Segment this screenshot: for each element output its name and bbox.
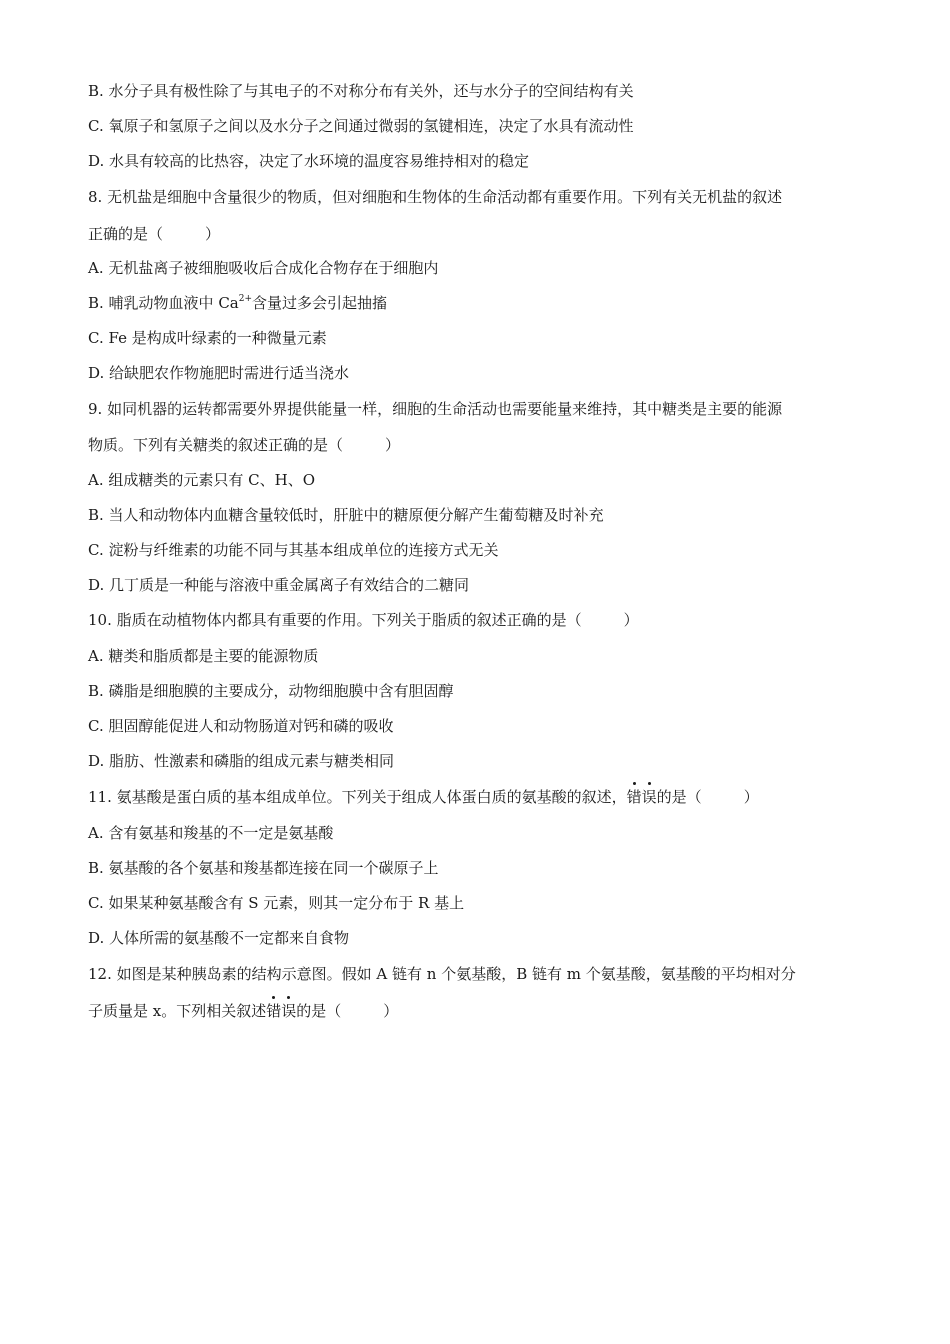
option-8a: A. 无机盐离子被细胞吸收后合成化合物存在于细胞内 xyxy=(88,259,439,277)
option-7b: B. 水分子具有极性除了与其电子的不对称分布有关外，还与水分子的空间结构有关 xyxy=(88,82,634,100)
emphasis-char-text: 误 xyxy=(641,788,657,806)
emphasis-char-text: 错 xyxy=(266,1002,282,1020)
emphasis-dot xyxy=(633,782,636,785)
option-9d: D. 几丁质是一种能与溶液中重金属离子有效结合的二糖同 xyxy=(88,576,470,594)
paren-close: ） xyxy=(385,436,401,454)
emphasis-dot xyxy=(287,996,290,999)
question-8-text: 正确的是（ xyxy=(88,225,164,243)
option-11c: C. 如果某种氨基酸含有 S 元素，则其一定分布于 R 基上 xyxy=(88,894,465,912)
question-9-stem: 9. 如同机器的运转都需要外界提供能量一样，细胞的生命活动也需要能量来维持，其中糖类是主要的能源 xyxy=(88,400,783,418)
question-11-text: 11. 氨基酸是蛋白质的基本组成单位。下列关于组成人体蛋白质的氨基酸的叙述， xyxy=(88,788,627,806)
question-11-stem xyxy=(88,787,759,807)
question-12-text-rest: 的是（ xyxy=(296,1002,342,1020)
question-10-stem xyxy=(88,610,639,630)
option-8b-text-rest: 含量过多会引起抽搐 xyxy=(252,294,388,312)
paren-close: ） xyxy=(743,788,759,806)
paren-close: ） xyxy=(205,225,221,243)
emphasis-char-text: 误 xyxy=(281,1002,297,1020)
emphasis-char xyxy=(627,787,642,807)
option-10c: C. 胆固醇能促进人和动物肠道对钙和磷的吸收 xyxy=(88,717,394,735)
question-12-stem-cont xyxy=(88,1001,398,1021)
option-8b-text: B. 哺乳动物血液中 Ca xyxy=(88,294,239,312)
question-8-stem-cont xyxy=(88,224,220,244)
question-9-stem-cont xyxy=(88,435,400,455)
question-12-text: 子质量是 x。下列相关叙述 xyxy=(88,1002,267,1020)
option-11b: B. 氨基酸的各个氨基和羧基都连接在同一个碳原子上 xyxy=(88,859,439,877)
option-10d: D. 脂肪、性激素和磷脂的组成元素与糖类相同 xyxy=(88,752,395,770)
question-10-text: 10. 脂质在动植物体内都具有重要的作用。下列关于脂质的叙述正确的是（ xyxy=(88,611,582,629)
emphasis-char-text: 错 xyxy=(626,788,642,806)
question-8-stem: 8. 无机盐是细胞中含量很少的物质，但对细胞和生物体的生命活动都有重要作用。下列有关无机盐的叙述 xyxy=(88,188,783,206)
option-11a: A. 含有氨基和羧基的不一定是氨基酸 xyxy=(88,824,334,842)
emphasis-char xyxy=(266,1001,281,1021)
emphasis-dot xyxy=(648,782,651,785)
option-9c: C. 淀粉与纤维素的功能不同与其基本组成单位的连接方式无关 xyxy=(88,541,499,559)
option-8d: D. 给缺肥农作物施肥时需进行适当浇水 xyxy=(88,364,350,382)
emphasis-dot xyxy=(272,996,275,999)
question-11-text-rest: 的是（ xyxy=(656,788,702,806)
superscript: 2+ xyxy=(238,294,253,304)
paren-close: ） xyxy=(383,1002,399,1020)
option-7c: C. 氧原子和氢原子之间以及水分子之间通过微弱的氢键相连，决定了水具有流动性 xyxy=(88,117,634,135)
emphasis-char xyxy=(642,787,657,807)
question-12-stem: 12. 如图是某种胰岛素的结构示意图。假如 A 链有 n 个氨基酸，B 链有 m 个氨基酸，氨基酸的平均相对分 xyxy=(88,965,796,983)
emphasis-char xyxy=(281,1001,296,1021)
question-9-text: 物质。下列有关糖类的叙述正确的是（ xyxy=(88,436,344,454)
option-9b: B. 当人和动物体内血糖含量较低时，肝脏中的糖原便分解产生葡萄糖及时补充 xyxy=(88,506,604,524)
option-10a: A. 糖类和脂质都是主要的能源物质 xyxy=(88,647,319,665)
paren-close: ） xyxy=(623,611,639,629)
option-10b: B. 磷脂是细胞膜的主要成分，动物细胞膜中含有胆固醇 xyxy=(88,682,454,700)
option-7d: D. 水具有较高的比热容，决定了水环境的温度容易维持相对的稳定 xyxy=(88,152,530,170)
option-9a: A. 组成糖类的元素只有 C、H、O xyxy=(88,471,315,489)
option-8b xyxy=(88,293,387,316)
option-8c: C. Fe 是构成叶绿素的一种微量元素 xyxy=(88,329,327,347)
option-11d: D. 人体所需的氨基酸不一定都来自食物 xyxy=(88,929,350,947)
